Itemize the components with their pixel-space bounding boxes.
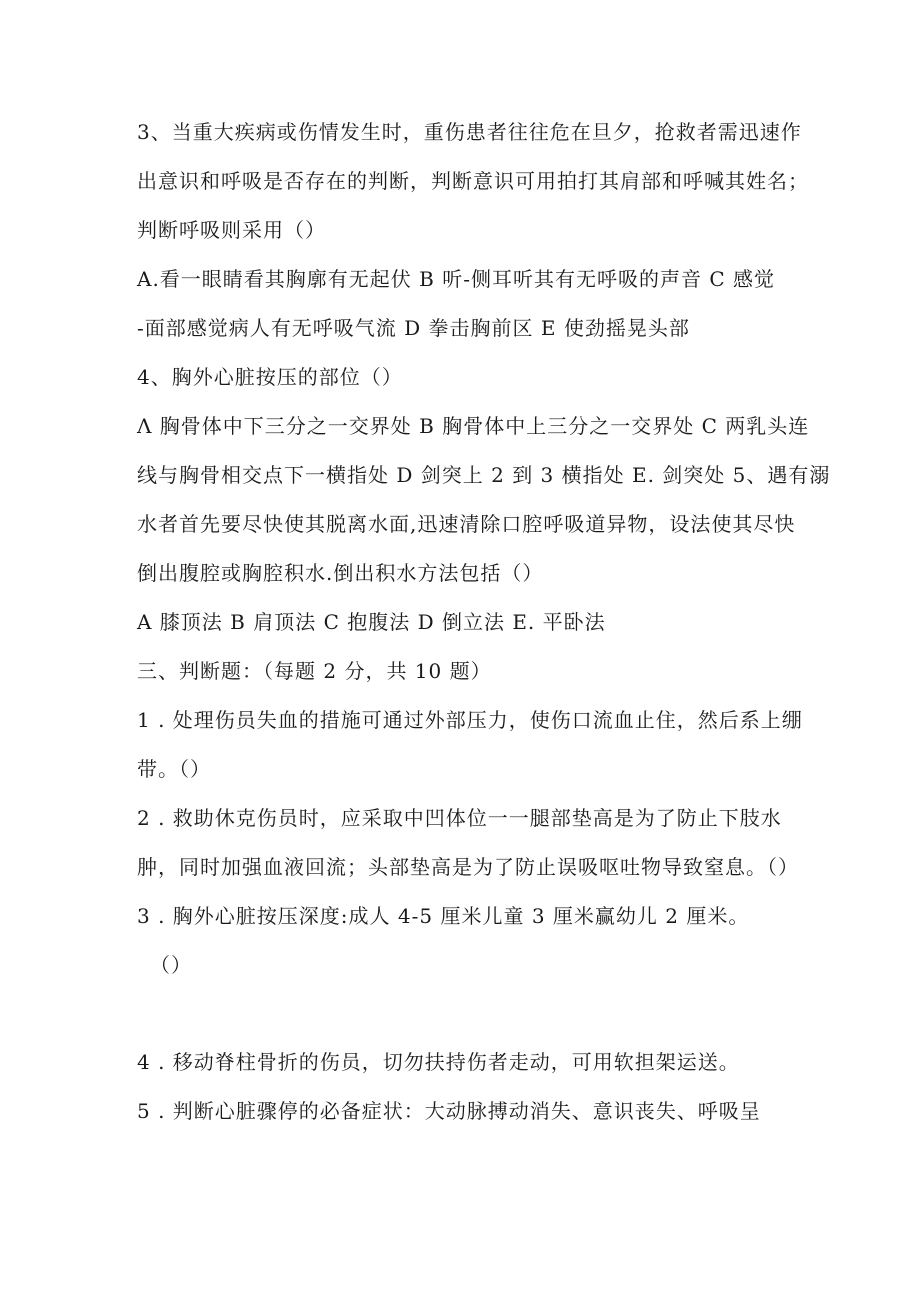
question-5-options: A 膝顶法 B 肩顶法 C 抱腹法 D 倒立法 E. 平卧法 — [137, 610, 606, 634]
question-3-options-line-1: A.看一眼睛看其胸廓有无起伏 B 听-侧耳听其有无呼吸的声音 C 感觉 — [137, 267, 775, 291]
question-3-line-2: 出意识和呼吸是否存在的判断，判断意识可用拍打其肩部和呼喊其姓名； — [137, 169, 809, 193]
question-4-options-line-1: Λ 胸骨体中下三分之一交界处 B 胸骨体中上三分之一交界处 C 两乳头连 — [137, 414, 810, 438]
judgment-5-line: 5 . 判断心脏骤停的必备症状：大动脉搏动消失、意识丧失、呼吸呈 — [137, 1099, 761, 1123]
judgment-1-line-1: 1 . 处理伤员失血的措施可通过外部压力，使伤口流血止住，然后系上绷 — [137, 708, 803, 732]
question-5-line-2: 倒出腹腔或胸腔积水.倒出积水方法包括（） — [137, 561, 544, 585]
judgment-2-line-2: 肿，同时加强血液回流；头部垫高是为了防止误吸呕吐物导致窒息。（） — [137, 855, 799, 879]
judgment-3-line-2: （） — [150, 953, 192, 977]
judgment-3-line-1: 3 . 胸外心脏按压深度:成人 4-5 厘米儿童 3 厘米赢幼儿 2 厘米。 — [137, 904, 750, 928]
section-3-heading: 三、判断题：（每题 2 分，共 10 题） — [137, 659, 492, 683]
judgment-1-line-2: 带。（） — [137, 757, 211, 781]
question-5-line-1: 水者首先要尽快使其脱离水面,迅速清除口腔呼吸道异物，设法使其尽快 — [137, 512, 796, 536]
judgment-4-line: 4 . 移动脊柱骨折的伤员，切勿扶持伤者走动，可用软担架运送。 — [137, 1050, 740, 1074]
question-4-title: 4、胸外心脏按压的部位（） — [137, 365, 403, 389]
question-3-options-line-2: -面部感觉病人有无呼吸气流 D 拳击胸前区 E 使劲摇晃头部 — [137, 316, 690, 340]
question-3-line-1: 3、当重大疾病或伤情发生时，重伤患者往往危在旦夕，抢救者需迅速作 — [137, 120, 802, 144]
question-4-options-line-2: 线与胸骨相交点下一横指处 D 剑突上 2 到 3 横指处 E. 剑突处 5、遇有溺 — [137, 463, 831, 487]
judgment-2-line-1: 2 . 救助休克伤员时，应采取中凹体位一一腿部垫高是为了防止下肢水 — [137, 806, 782, 830]
question-3-line-3: 判断呼吸则采用（） — [137, 218, 326, 242]
